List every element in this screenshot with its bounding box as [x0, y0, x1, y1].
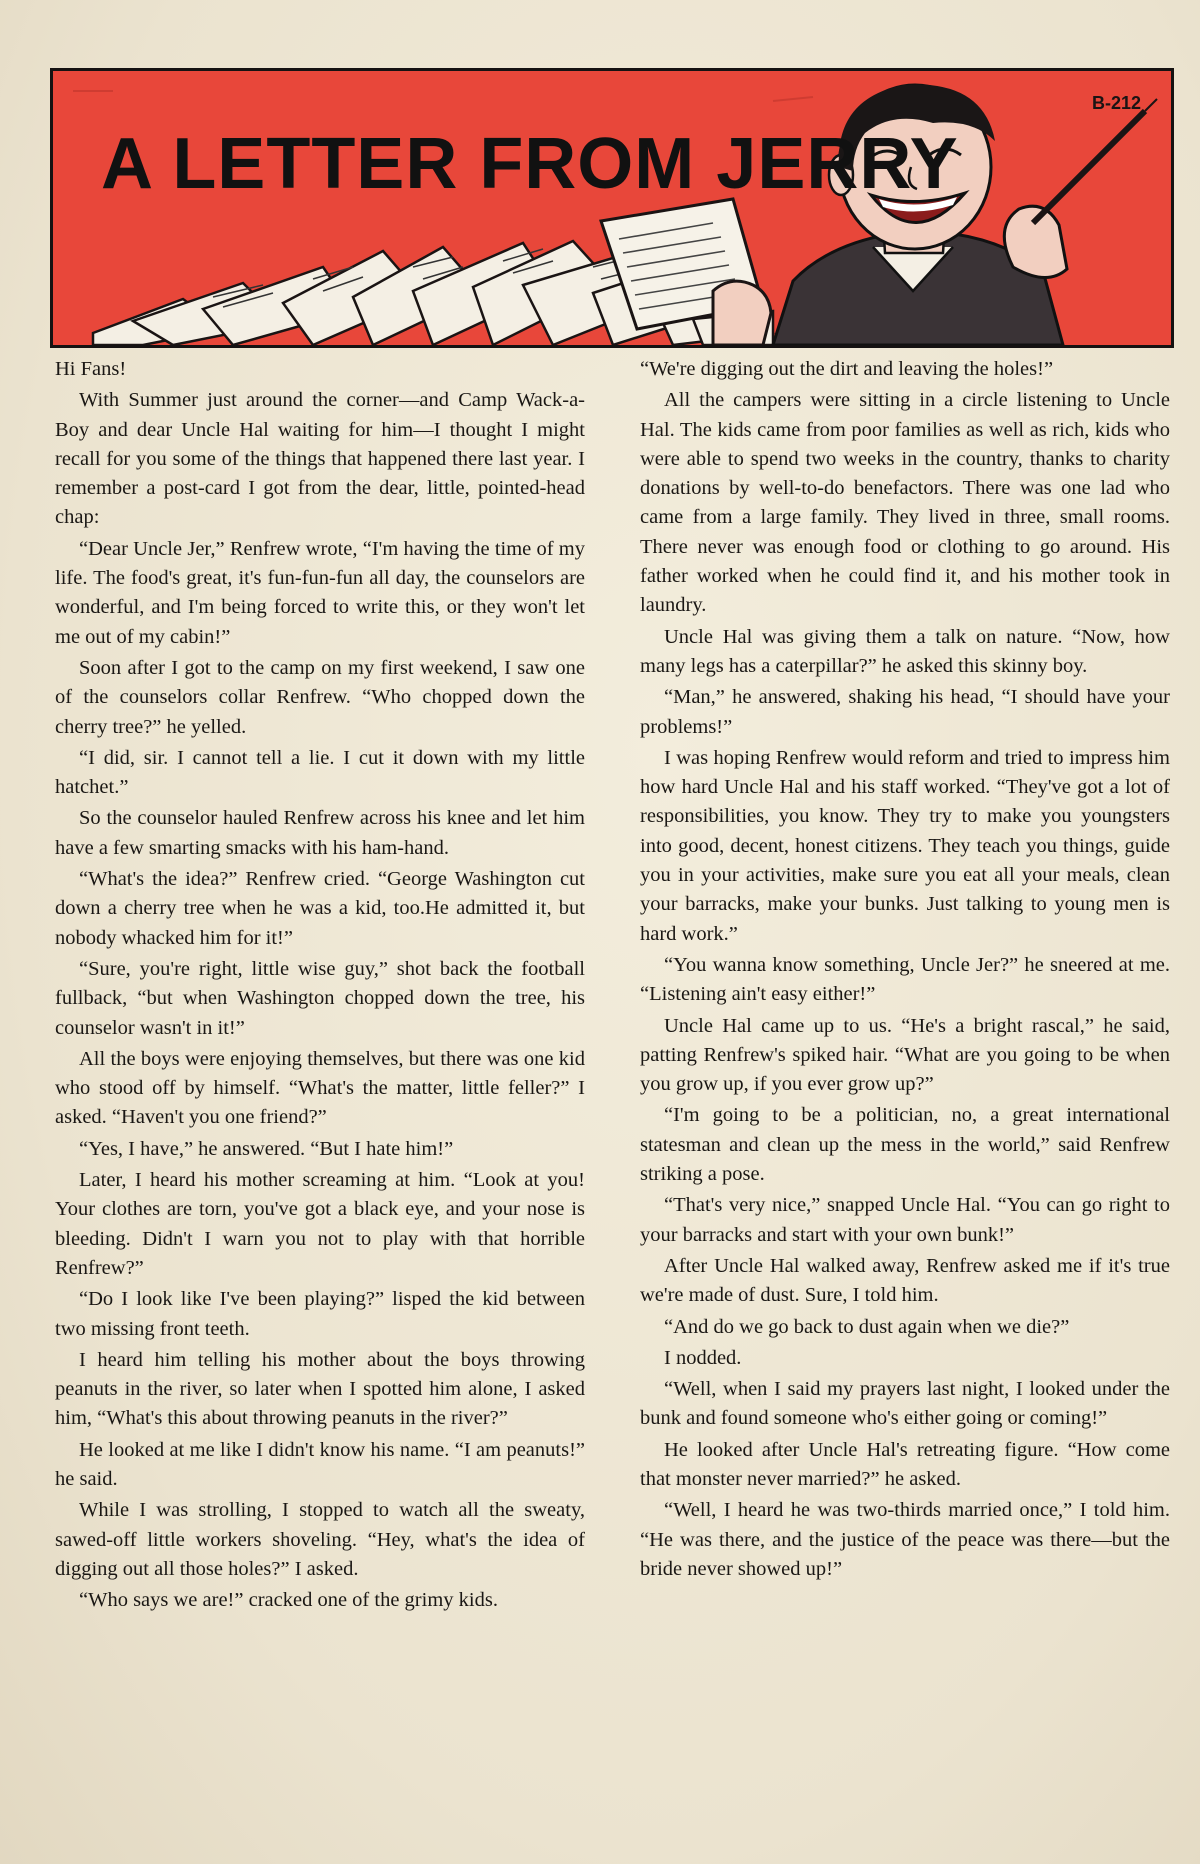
paragraph: “What's the idea?” Renfrew cried. “George Washington cut down a cherry tree when he was a kid, too.He admitted it, but nobody whacked him for it!” — [55, 868, 585, 949]
paragraph: Later, I heard his mother screaming at him. “Look at you! Your clothes are torn, you've got a black eye, and your nose is bleeding. Didn't I warn you not to play with that horrible Renfrew?” — [55, 1169, 585, 1279]
paragraph: “Man,” he answered, shaking his head, “I should have your problems!” — [640, 686, 1170, 738]
paragraph: I heard him telling his mother about the boys throwing peanuts in the river, so later when I spotted him alone, I asked him, “What's this about throwing peanuts in the river?” — [55, 1348, 585, 1430]
paragraph: “Well, when I said my prayers last night, I looked under the bunk and found someone who's either going or coming!” — [640, 1378, 1170, 1430]
paragraph: Soon after I got to the camp on my first weekend, I saw one of the counselors collar Renfrew. “Who chopped down the cherry tree?” he yelled. — [55, 656, 585, 738]
paragraph: Uncle Hal was giving them a talk on nature. “Now, how many legs has a caterpillar?” he asked this skinny boy. — [640, 625, 1170, 677]
paragraph: All the campers were sitting in a circle listening to Uncle Hal. The kids came from poor families as well as rich, kids who were able to spend two weeks in the country, thanks to charity donations by well-to-do benefactors. There was one lad who came from a large family. They lived in three, small rooms. There never was enough food or clothing to go around. His father worked when he could find it, and his mother took in laundry. — [640, 389, 1170, 617]
paragraph: He looked at me like I didn't know his name. “I am peanuts!” he said. — [55, 1438, 585, 1490]
paragraph: All the boys were enjoying themselves, but there was one kid who stood off by himself. “What's the matter, little feller?” I asked. “Haven't you one friend?” — [55, 1047, 585, 1129]
paragraph: “We're digging out the dirt and leaving the holes!” — [640, 358, 1054, 380]
paragraph: “You wanna know something, Uncle Jer?” he sneered at me. “Listening ain't easy either!” — [640, 953, 1170, 1006]
paragraph: I nodded. — [664, 1346, 742, 1369]
paragraph: “I did, sir. I cannot tell a lie. I cut it down with my little hatchet.” — [55, 746, 585, 799]
paragraph: I was hoping Renfrew would reform and tried to impress him how hard Uncle Hal and his staff worked. “They've got a lot of responsibilities, you know. They try to make you youngsters into good, decent, honest citizens. They teach you things, guide you in your activities, make sure you eat all your meals, clean your barracks, make your bunks. Just talking to young men is hard work.” — [640, 746, 1170, 945]
paragraph: “Well, I heard he was two-thirds married once,” I told him. “He was there, and the justice of the peace was there—but the bride never showed up!” — [640, 1499, 1170, 1580]
paragraph: “Who says we are!” cracked one of the grimy kids. — [79, 1589, 498, 1612]
paragraph: After Uncle Hal walked away, Renfrew asked me if it's true we're made of dust. Sure, I told him. — [640, 1254, 1170, 1307]
pen — [1033, 111, 1145, 223]
paragraph: “I'm going to be a politician, no, a great international statesman and clean up the mess in the world,” said Renfrew striking a pose. — [640, 1104, 1170, 1186]
paragraph: While I was strolling, I stopped to watch all the sweaty, sawed-off little workers shoveling. “Hey, what's the idea of digging out all those holes?” I asked. — [55, 1499, 585, 1580]
page-code: B-212 — [1091, 93, 1141, 113]
paragraph: “That's very nice,” snapped Uncle Hal. “You can go right to your barracks and start with your own bunk!” — [640, 1194, 1170, 1246]
paragraph: “Do I look like I've been playing?” lisped the kid between two missing front teeth. — [55, 1288, 585, 1340]
paragraph: “Yes, I have,” he answered. “But I hate him!” — [79, 1137, 454, 1160]
page-title: A LETTER FROM JERRY — [101, 124, 959, 204]
hand — [713, 281, 771, 345]
left-column — [55, 355, 585, 1617]
jerry-with-letters-illustration — [53, 71, 1171, 345]
paragraph: Uncle Hal came up to us. “He's a bright rascal,” he said, patting Renfrew's spiked hair. “What are you going to be when you grow up, if you ever grow up?” — [640, 1014, 1170, 1096]
right-column — [640, 355, 1170, 1586]
paragraph: He looked after Uncle Hal's retreating figure. “How come that monster never married?” he asked. — [640, 1438, 1170, 1490]
paragraph: So the counselor hauled Renfrew across his knee and let him have a few smarting smacks with his ham-hand. — [55, 807, 585, 859]
paragraph: “And do we go back to dust again when we die?” — [664, 1315, 1070, 1338]
paragraph: “Sure, you're right, little wise guy,” shot back the football fullback, “but when Washington chopped down the tree, his counselor wasn't in it!” — [55, 957, 585, 1039]
header-banner — [50, 68, 1174, 348]
paragraph: “Dear Uncle Jer,” Renfrew wrote, “I'm having the time of my life. The food's great, it's fun-fun-fun all day, the counselors are wonderful, and I'm being forced to write this, or they won't let me out of my cabin!” — [55, 537, 585, 648]
paragraph: Hi Fans! — [55, 358, 127, 380]
paragraph: With Summer just around the corner—and Camp Wack-a-Boy and dear Uncle Hal waiting for him—I thought I might recall for you some of the things that happened there last year. I remember a post-card I got from the dear, little, pointed-head chap: — [55, 389, 585, 529]
